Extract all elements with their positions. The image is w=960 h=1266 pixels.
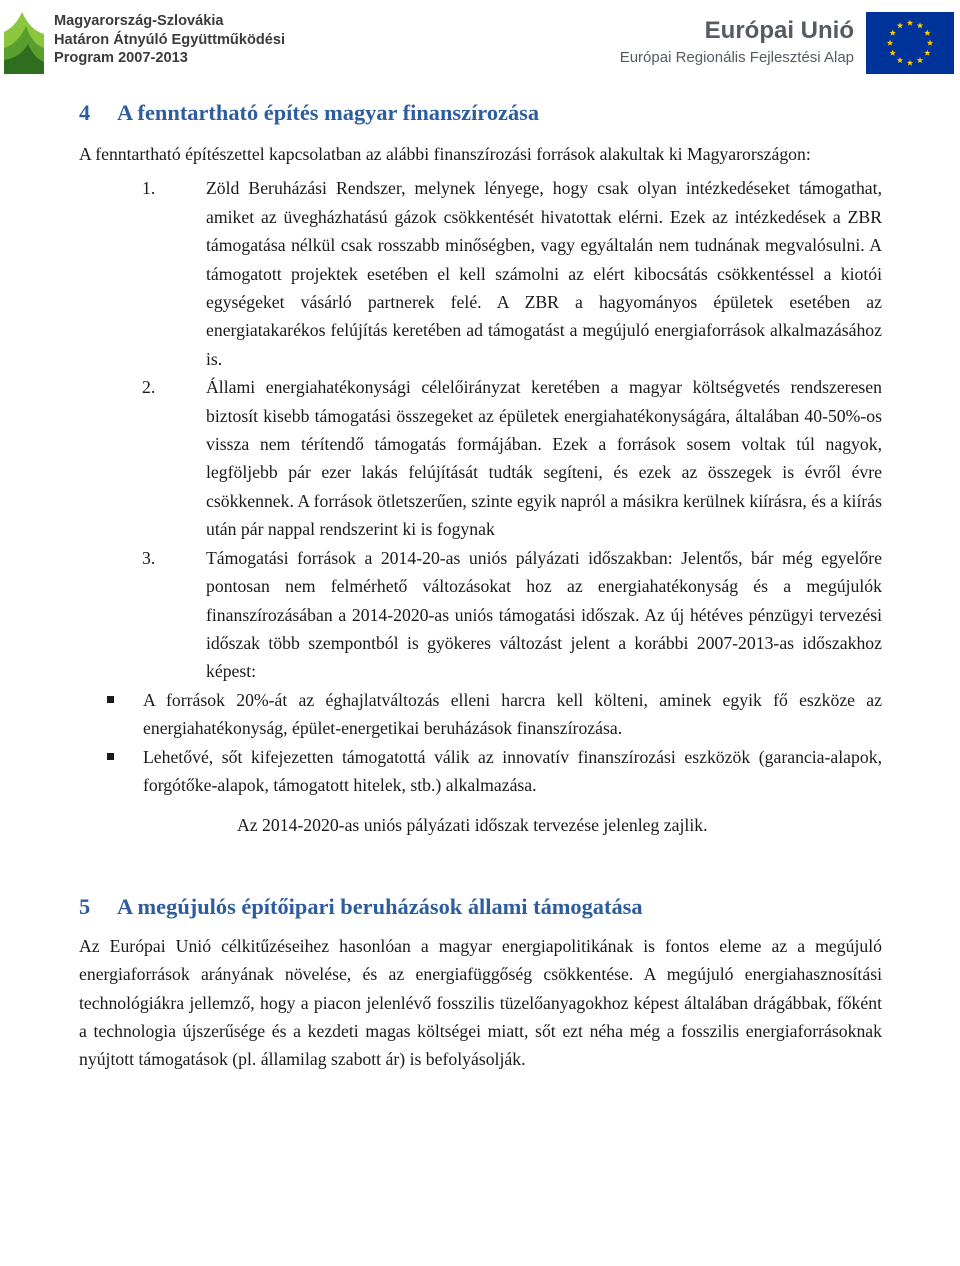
section-5 [79,892,882,1074]
program-name-line-2: Határon Átnyúló Együttműködési [54,31,286,48]
program-name-line-1: Magyarország-Szlovákia [54,13,224,29]
list-item-marker: 2. [142,377,156,398]
bullet-item [79,686,882,743]
bullet-item [79,743,882,800]
eu-title: Európai Unió [704,17,854,44]
section-5-heading [79,892,882,922]
bullet-list [79,686,882,800]
eu-label [620,18,854,68]
list-item [79,544,882,686]
section-5-title: A megújulós építőipari beruházások állami támogatása [117,893,643,919]
section-4-title: A fenntartható építés magyar finanszírozása [117,100,540,125]
program-name [54,12,285,68]
section-4-intro: A fenntartható építészettel kapcsolatban az alábbi finanszírozási források alakultak ki Magyarországon: [79,144,811,164]
section-5-number: 5 [79,893,91,919]
list-item-text: Támogatási források a 2014-20-as uniós pályázati időszakban: Jelentős, bár még egyelőre pontosan nem felmérhető változásokat hoz az energiahatékonyság és a megújulók finanszírozásában a 2014-2020-as uniós támogatási időszak. Az új hétéves pénzügyi tervezési időszak több szempontból is gyökeres változást jelent a korábbi 2007-2013-as időszakhoz képest: [206,547,882,682]
section-4-heading [79,98,882,128]
document-body [79,98,882,1074]
square-bullet-icon [107,696,114,703]
list-item-text: Állami energiahatékonysági célelőirányzat keretében a magyar költségvetés rendszeresen biztosít kisebb támogatási összegeket az épületek energiahatékonyságára, általában 40-50%-os vissza nem térítendő támogatás formájában. Ezek a források sosem voltak túl nagyok, legföljebb pár ezer lakás felújítását tudták segíteni, és ezek az összegek is évről évre csökkennek. A források ötletszerűen, szinte egyik napról a másikra kerülnek kiírásra, és a kiírás után pár nappal rendszerint ki is fogynak [206,377,882,540]
program-logo-icon [2,4,46,76]
eu-flag-icon [866,12,954,74]
eu-subtitle: Európai Regionális Fejlesztési Alap [619,49,854,66]
section-4-number: 4 [79,100,91,125]
list-item [79,373,882,543]
section-5-paragraph: Az Európai Unió célkitűzéseihez hasonlóan a magyar energiapolitikának is fontos eleme az a megújuló energiaforrások arányának növelése, és az energiafüggőség csökkentése. A megújuló energiahasznosítási technológiákra jellemző, hogy a piacon jelenlévő fosszilis tüzelőanyagokhoz képest általában drágábbak, főként a technologia újszerűsége és a kezdeti magas költségei miatt, sőt ezt néha még a fosszilis energiaforrásoknak nyújtott támogatások (pl. államilag szabott ár) is befolyásolják. [79,935,882,1070]
list-item [79,174,882,373]
program-name-line-3: Program 2007-2013 [54,50,188,66]
funding-source-list [79,174,882,685]
square-bullet-icon [107,753,114,760]
list-item-marker: 3. [142,547,156,568]
list-item-text: Zöld Beruházási Rendszer, melynek lényege, hogy csak olyan intézkedéseket támogathat, amiket az üvegházhatású gázok csökkentését hivatottak elérni. Ezek az intézkedések a ZBR támogatása nélkül csak rosszabb minőségben, vagy egyáltalán nem tudnának megvalósulni. A támogatott projektek esetében el kell számolni az elért kibocsátás csökkentéssel a kiotói egységeket vásárló partnerek felé. A ZBR a hagyományos épületek esetében az energiatakarékos felújítás keretében ad támogatást a megújuló energiaforrások alkalmazásához is. [206,178,882,369]
section-4-closing: Az 2014-2020-as uniós pályázati időszak tervezése jelenleg zajlik. [237,815,708,836]
page-header [0,0,960,80]
list-item-marker: 1. [142,178,156,199]
bullet-item-text: Lehetővé, sőt kifejezetten támogatottá válik az innovatív finanszírozási eszközök (garancia-alapok, forgótőke-alapok, támogatott hitelek, stb.) alkalmazása. [143,746,882,795]
bullet-item-text: A források 20%-át az éghajlatváltozás elleni harcra kell költeni, aminek egyik fő eszköze az energiahatékonyság, épület-energetikai beruházások finanszírozása. [143,689,882,739]
